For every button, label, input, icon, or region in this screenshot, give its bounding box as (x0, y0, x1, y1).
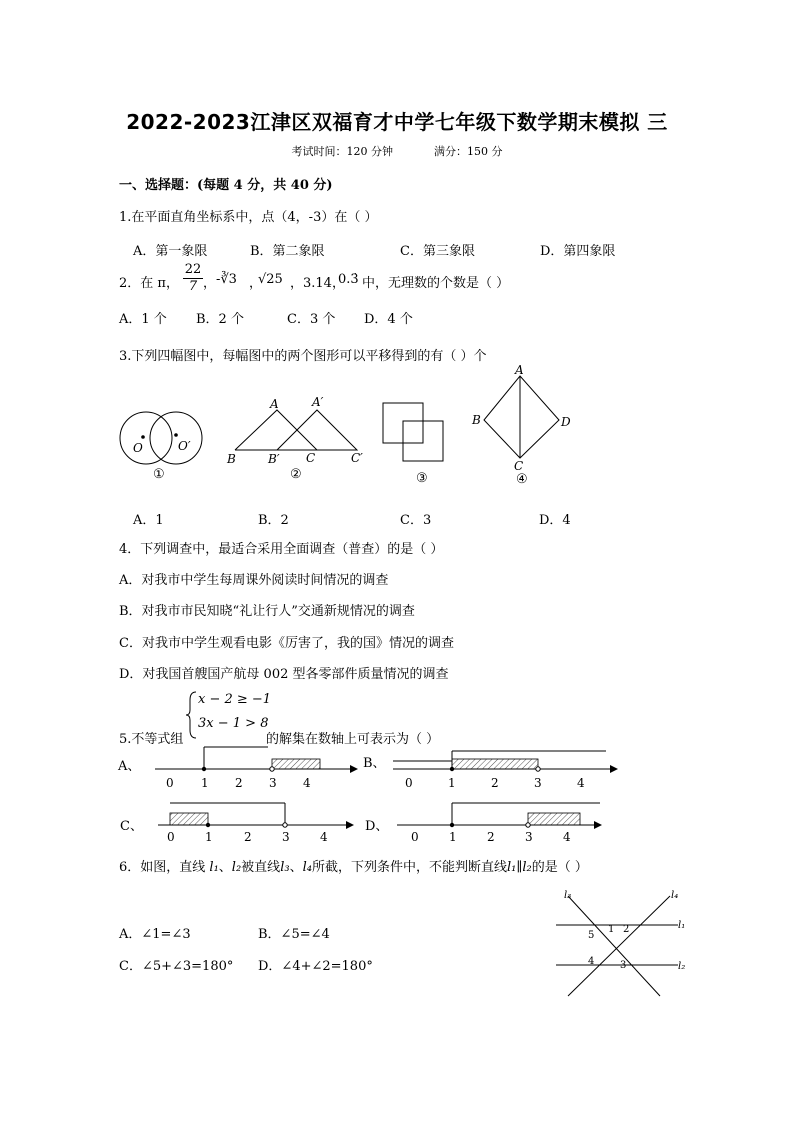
q6-stem: 6．如图，直线 l₁、l₂被直线l₃、l₄所截，下列条件中，不能判断直线l₁∥l₂的是（ ） (119, 860, 588, 875)
q3-option-b: B．2 (258, 513, 289, 528)
q2-option-d: D．4 个 (364, 312, 413, 327)
svg-text:4: 4 (563, 830, 571, 844)
q4-stem: 4．下列调查中，最适合采用全面调查（普查）的是（ ） (119, 542, 444, 557)
full-score: 满分：150 分 (434, 145, 503, 158)
fig-label-2: ② (290, 467, 302, 482)
q2-option-a: A．1 个 (119, 312, 167, 327)
label-a4: A (515, 363, 524, 377)
q5-number-lines (110, 745, 630, 845)
line-l3 (568, 896, 660, 996)
q5-option-d (365, 803, 602, 844)
svg-text:1: 1 (201, 776, 209, 790)
triangle-abc (235, 410, 317, 450)
q1-option-b: B．第二象限 (250, 244, 325, 259)
letter-b: B、 (363, 756, 386, 771)
label-a-prime: A′ (312, 395, 324, 409)
q2-fraction (183, 262, 203, 295)
q1-option-a: A．第一象限 (133, 244, 208, 259)
svg-text:3: 3 (269, 776, 277, 790)
triangle-a2b2c2 (277, 410, 357, 450)
q6-option-a: A．∠1=∠3 (119, 927, 191, 942)
page-title: 2022-2023江津区双福育才中学七年级下数学期末模拟 三 (126, 110, 668, 134)
q4-option-b: B．对我市市民知晓“礼让行人”交通新规情况的调查 (119, 604, 415, 619)
section-heading: 一、选择题：(每题 4 分，共 40 分) (119, 178, 333, 193)
svg-text:5: 5 (588, 930, 595, 941)
line-l4 (568, 896, 670, 996)
svg-text:3: 3 (525, 830, 533, 844)
svg-text:l₁: l₁ (678, 920, 686, 931)
q4-option-a: A．对我市中学生每周课外阅读时间情况的调查 (119, 573, 389, 588)
q1-stem: 1.在平面直角坐标系中，点（4，-3）在（ ） (119, 210, 378, 225)
fig-label-4: ④ (516, 472, 528, 487)
letter-a: A、 (118, 759, 141, 774)
q6-figure (550, 886, 700, 1001)
center-o (141, 435, 145, 439)
svg-text:4: 4 (320, 830, 328, 844)
svg-text:4: 4 (588, 956, 595, 967)
q6-option-d: D．∠4+∠2=180° (258, 959, 373, 974)
label-b4: B (472, 413, 481, 427)
fig-label-3: ③ (416, 471, 428, 486)
q3-option-a: A．1 (133, 513, 164, 528)
center-o-prime (174, 433, 178, 437)
q6-option-c: C．∠5+∠3=180° (119, 959, 234, 974)
q5-option-c (120, 803, 354, 844)
svg-text:0: 0 (405, 776, 413, 790)
q5-option-b (363, 751, 618, 790)
q3-figure-1 (120, 412, 202, 482)
svg-text:0: 0 (166, 776, 174, 790)
svg-text:2: 2 (623, 924, 630, 935)
svg-text:3: 3 (534, 776, 542, 790)
label-d4: D (561, 415, 571, 429)
svg-text:0: 0 (167, 830, 175, 844)
label-o: O (133, 441, 143, 455)
q2-repeating-decimal: 0.3̇ (338, 272, 359, 287)
letter-c: C、 (120, 819, 143, 834)
label-o-prime: O′ (178, 439, 191, 453)
svg-text:l₄: l₄ (671, 890, 679, 901)
circle-o (120, 412, 172, 464)
q5-ineq-2: 3x − 1 > 8 (198, 716, 269, 731)
svg-text:1: 1 (448, 776, 456, 790)
svg-text:1: 1 (449, 830, 457, 844)
q5-ineq-1: x − 2 ≥ −1 (198, 692, 272, 707)
q3-option-c: C．3 (400, 513, 432, 528)
q3-figures (110, 362, 590, 492)
q2-option-c: C．3 个 (287, 312, 336, 327)
q2-neg-cbrt: -∛3 (216, 272, 237, 287)
label-c-prime: C′ (351, 451, 363, 465)
q2-suffix: 中，无理数的个数是（ ） (362, 276, 510, 291)
q5-brace (186, 690, 198, 740)
q4-option-c: C．对我市中学生观看电影《厉害了，我的国》情况的调查 (119, 636, 454, 651)
svg-text:3: 3 (282, 830, 290, 844)
svg-text:l₂: l₂ (678, 961, 686, 972)
svg-text:2: 2 (244, 830, 252, 844)
svg-text:3: 3 (620, 960, 627, 971)
q4-option-d: D．对我国首艘国产航母 002 型各零部件质量情况的调查 (119, 667, 449, 682)
q1-option-c: C．第三象限 (400, 244, 475, 259)
q2-frac-denominator: 7 (188, 279, 198, 294)
svg-text:l₃: l₃ (564, 890, 572, 901)
q2-prefix: 2．在 π， (119, 276, 179, 291)
exam-time: 考试时间：120 分钟 (291, 145, 393, 158)
label-c4: C (514, 459, 524, 473)
circle-o-prime (150, 412, 202, 464)
rhombus-abcd (484, 376, 559, 458)
q6-option-b: B．∠5=∠4 (258, 927, 330, 942)
exam-info (0, 143, 794, 159)
q3-figure-3 (383, 403, 443, 486)
q5-prefix: 5.不等式组 (119, 732, 184, 747)
svg-text:1: 1 (205, 830, 213, 844)
q3-stem: 3.下列四幅图中，每幅图中的两个图形可以平移得到的有（ ）个 (119, 349, 487, 364)
label-b: B (227, 452, 236, 466)
svg-text:4: 4 (303, 776, 311, 790)
q2-comma-2: ， (249, 276, 263, 291)
q5-option-a (117, 747, 358, 790)
label-a: A (270, 397, 279, 411)
q2-sqrt25: √25 (258, 272, 283, 287)
q1-option-d: D．第四象限 (540, 244, 616, 259)
q3-figure-4 (471, 363, 571, 487)
q3-figure-2 (226, 395, 363, 482)
q2-comma: ， (203, 276, 217, 291)
svg-text:0: 0 (411, 830, 419, 844)
svg-text:2: 2 (235, 776, 243, 790)
label-c: C (306, 451, 316, 465)
q5-suffix: 的解集在数轴上可表示为（ ） (266, 732, 440, 747)
fig-label-1: ① (153, 467, 165, 482)
letter-d: D、 (365, 819, 389, 834)
q2-nums: ，3.14， (290, 276, 345, 291)
q3-option-d: D．4 (539, 513, 571, 528)
svg-text:2: 2 (487, 830, 495, 844)
svg-text:1: 1 (608, 924, 615, 935)
svg-text:4: 4 (577, 776, 585, 790)
label-b-prime: B′ (268, 452, 280, 466)
q2-frac-numerator: 22 (184, 262, 202, 277)
svg-text:2: 2 (491, 776, 499, 790)
q2-option-b: B．2 个 (196, 312, 244, 327)
